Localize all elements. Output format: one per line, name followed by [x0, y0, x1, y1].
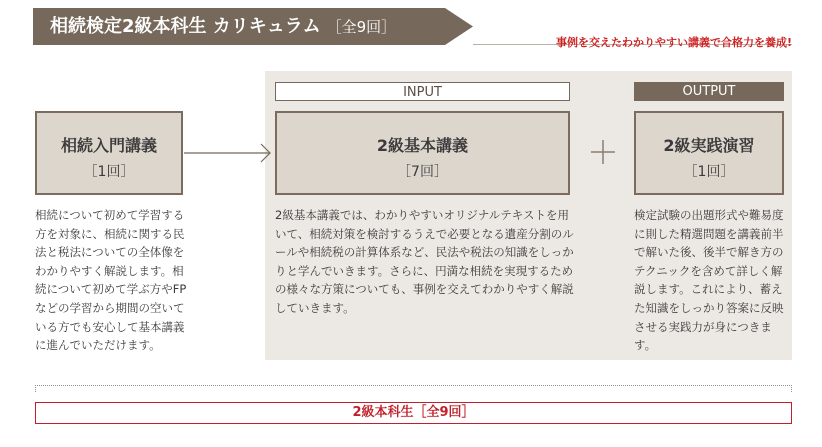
plus-icon [588, 137, 618, 167]
output-label: OUTPUT [634, 82, 784, 101]
course-name: 2級実践演習 [663, 136, 755, 155]
course-name: 相続入門講義 [60, 136, 157, 155]
course-description-intro: 相続について初めて学習する方を対象に、相続に関する民法と税法についての全体像をわかりやすく解説します。相続について初めて学ぶ方やFPなどの学習から期間の空いている方でも安心して基本講義に進んでいただけます。 [35, 208, 187, 353]
input-label: INPUT [275, 82, 570, 101]
tagline: 事例を交えたわかりやすい講義で合格力を養成! [555, 36, 792, 49]
title-sessions: ［全9回］ [326, 18, 397, 36]
course-count: ［1回］ [683, 164, 735, 180]
course-count: ［7回］ [397, 164, 448, 180]
course-name: 2級基本講義 [376, 136, 469, 155]
title-text: 相続検定2級本科生 カリキュラム [50, 16, 321, 37]
course-description-basic: 2級基本講義では、わかりやすいオリジナルテキストを用いて、相続対策を検討するうえで必要となる遺産分割のルールや相続税の計算体系など、民法や税法の知識をしっかりと学んでいきます。さらに、円満な相続を実現するための様々な方策についても、事例を交えてわかりやすく解説していきます。 [275, 208, 574, 315]
course-description-practice: 検定試験の出題形式や難易度に則した精選問題を講義前半で解いた後、後半で解き方のテクニックを含めて詳しく解説します。これにより、蓄えた知識をしっかり答案に反映させる実践力が身につきます。 [634, 208, 784, 353]
total-sessions-bar: 2級本科生［全9回］ [35, 402, 792, 424]
total-bracket [35, 385, 792, 392]
course-count: ［1回］ [83, 164, 135, 180]
